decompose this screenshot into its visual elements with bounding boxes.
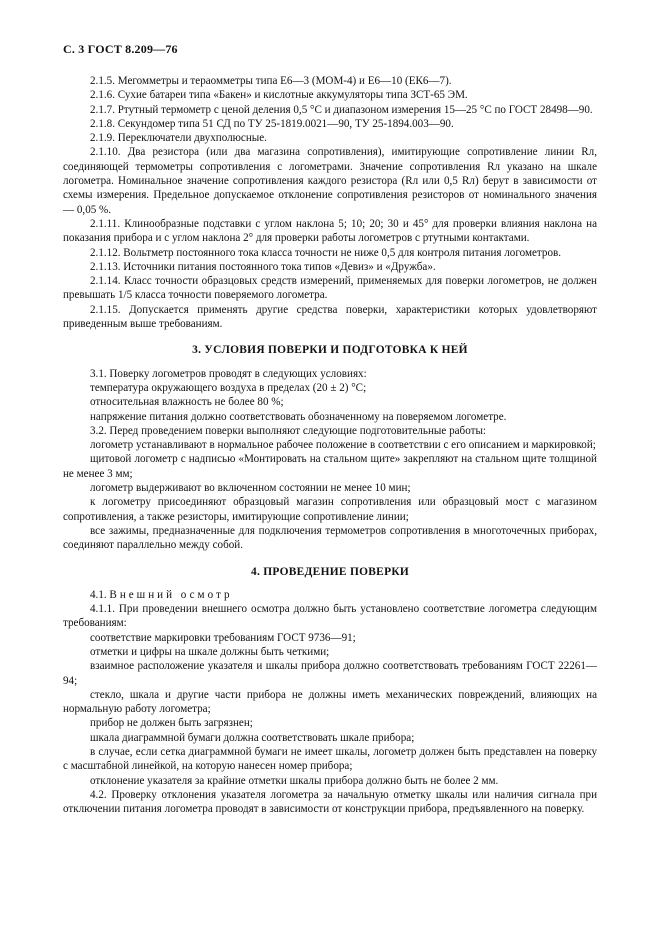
paragraph-2-1-15: 2.1.15. Допускается применять другие средства поверки, характеристики которых удовлетворяют приведенным выше требованиям. [63, 303, 597, 331]
paragraph-3-2-b: щитовой логометр с надписью «Монтировать на стальном щите» закрепляют на стальном щите толщиной не менее 3 мм; [63, 453, 597, 480]
paragraph-4-1-1-c: взаимное расположение указателя и шкалы прибора должно соответствовать требованиям ГОСТ 22261—94; [63, 660, 597, 687]
paragraph-3-2-c: логометр выдерживают во включенном состоянии не менее 10 мин; [90, 482, 411, 495]
paragraph-2-1-12: 2.1.12. Вольтметр постоянного тока класса точности не ниже 0,5 для контроля питания логометров. [90, 246, 562, 259]
paragraph-4-1-1-b: отметки и цифры на шкале должны быть четкими; [90, 645, 330, 658]
paragraph-4-1-1-h: отклонение указателя за крайние отметки шкалы прибора должно быть не более 2 мм. [90, 774, 499, 787]
paragraph-2-1-6: 2.1.6. Сухие батареи типа «Бакен» и кислотные аккумуляторы типа ЗСТ-65 ЭМ. [90, 89, 468, 102]
paragraph-2-1-8: 2.1.8. Секундомер типа 51 СД по ТУ 25-1819.0021—90, ТУ 25-1894.003—90. [90, 117, 454, 130]
paragraph-2-1-5: 2.1.5. Мегомметры и тераомметры типа Е6—3 (МОМ-4) и Е6—10 (ЕК6—7). [90, 75, 452, 87]
paragraph-2-1-10: 2.1.10. Два резистора (или два магазина сопротивления), имитирующие сопротивление линии Rл, соединяющей термометры сопротивления с логометрами. Значение сопротивления Rл указано на шкале логометра. Номинальное значение сопротивления каждого резистора (Rл или 0,5 Rл) берут в зависимости от схемы измерения. Предельное допускаемое отклонение сопротивления резисторов от номинального значения — 0,05 %. [63, 146, 597, 216]
paragraph-3-2-e: все зажимы, предназначенные для подключения термометров сопротивления в многоточечных приборах, соединяют параллельно между собой. [63, 524, 597, 552]
paragraph-3-1-a: температура окружающего воздуха в пределах (20 ± 2) °С; [90, 381, 367, 394]
paragraph-4-2: 4.2. Проверку отклонения указателя логометра за начальную отметку шкалы или наличия сигнала при отключении питания логометра проводят в зависимости от конструкции прибора, предъявленного на поверку. [63, 788, 597, 816]
paragraph-2-1-14: 2.1.14. Класс точности образцовых средств измерений, применяемых для поверки логометров, не должен превышать 1/5 класса точности поверяемого логометра. [63, 275, 597, 302]
paragraph-4-1-title: Внешний осмотр [109, 588, 233, 601]
paragraph-4-1-1-f: шкала диаграммной бумаги должна соответствовать шкале прибора; [90, 731, 415, 744]
paragraph-3-1-b: относительная влажность не более 80 %; [90, 396, 284, 409]
paragraph-3-1-c: напряжение питания должно соответствовать обозначенному на поверяемом логометре. [90, 410, 507, 423]
paragraph-2-1-11: 2.1.11. Клинообразные подставки с углом наклона 5; 10; 20; 30 и 45° для проверки влияния наклона на показания прибора и с углом наклона 2° для проверки работы логометров с ртутными контактами. [63, 217, 597, 245]
paragraph-4-1-1-e: прибор не должен быть загрязнен; [90, 717, 253, 730]
paragraph-3-2-a: логометр устанавливают в нормальное рабочее положение в соответствии с его описанием и маркировкой; [90, 439, 596, 452]
paragraph-3-1: 3.1. Поверку логометров проводят в следующих условиях: [90, 367, 367, 380]
paragraph-2-1-13: 2.1.13. Источники питания постоянного тока типов «Девиз» и «Дружба». [90, 260, 436, 273]
paragraph-3-2: 3.2. Перед проведением поверки выполняют следующие подготовительные работы: [90, 424, 486, 437]
paragraph-4-1-1-a: соответствие маркировки требованиям ГОСТ 9736—91; [90, 631, 356, 644]
paragraph-4-1-1-g: в случае, если сетка диаграммной бумаги не имеет шкалы, логометр должен быть представлен на поверку с масштабной линейкой, на которую нанесен номер прибора; [63, 746, 597, 773]
page-header: С. 3 ГОСТ 8.209—76 [63, 42, 178, 56]
paragraph-4-1 [63, 588, 597, 602]
paragraph-2-1-7: 2.1.7. Ртутный термометр с ценой деления 0,5 °С и диапазоном измерения 15—25 °С по ГОСТ 28498—90. [90, 103, 593, 116]
document-body [63, 74, 597, 817]
paragraph-3-2-d: к логометру присоединяют образцовый магазин сопротивления или образцовый мост с магазином сопротивления, а также резисторы, имитирующие сопротивление линии; [63, 496, 597, 523]
section-heading-4: 4. ПРОВЕДЕНИЕ ПОВЕРКИ [250, 565, 410, 578]
paragraph-4-1-1-d: стекло, шкала и другие части прибора не должны иметь механических повреждений, влияющих на нормальную работу логометра; [63, 688, 597, 716]
paragraph-4-1-number: 4.1. [90, 588, 107, 601]
section-heading-3: 3. УСЛОВИЯ ПОВЕРКИ И ПОДГОТОВКА К НЕЙ [192, 344, 468, 357]
paragraph-2-1-9: 2.1.9. Переключатели двухполюсные. [90, 132, 267, 145]
paragraph-4-1-1: 4.1.1. При проведении внешнего осмотра должно быть установлено соответствие логометра следующим требованиям: [63, 603, 597, 630]
